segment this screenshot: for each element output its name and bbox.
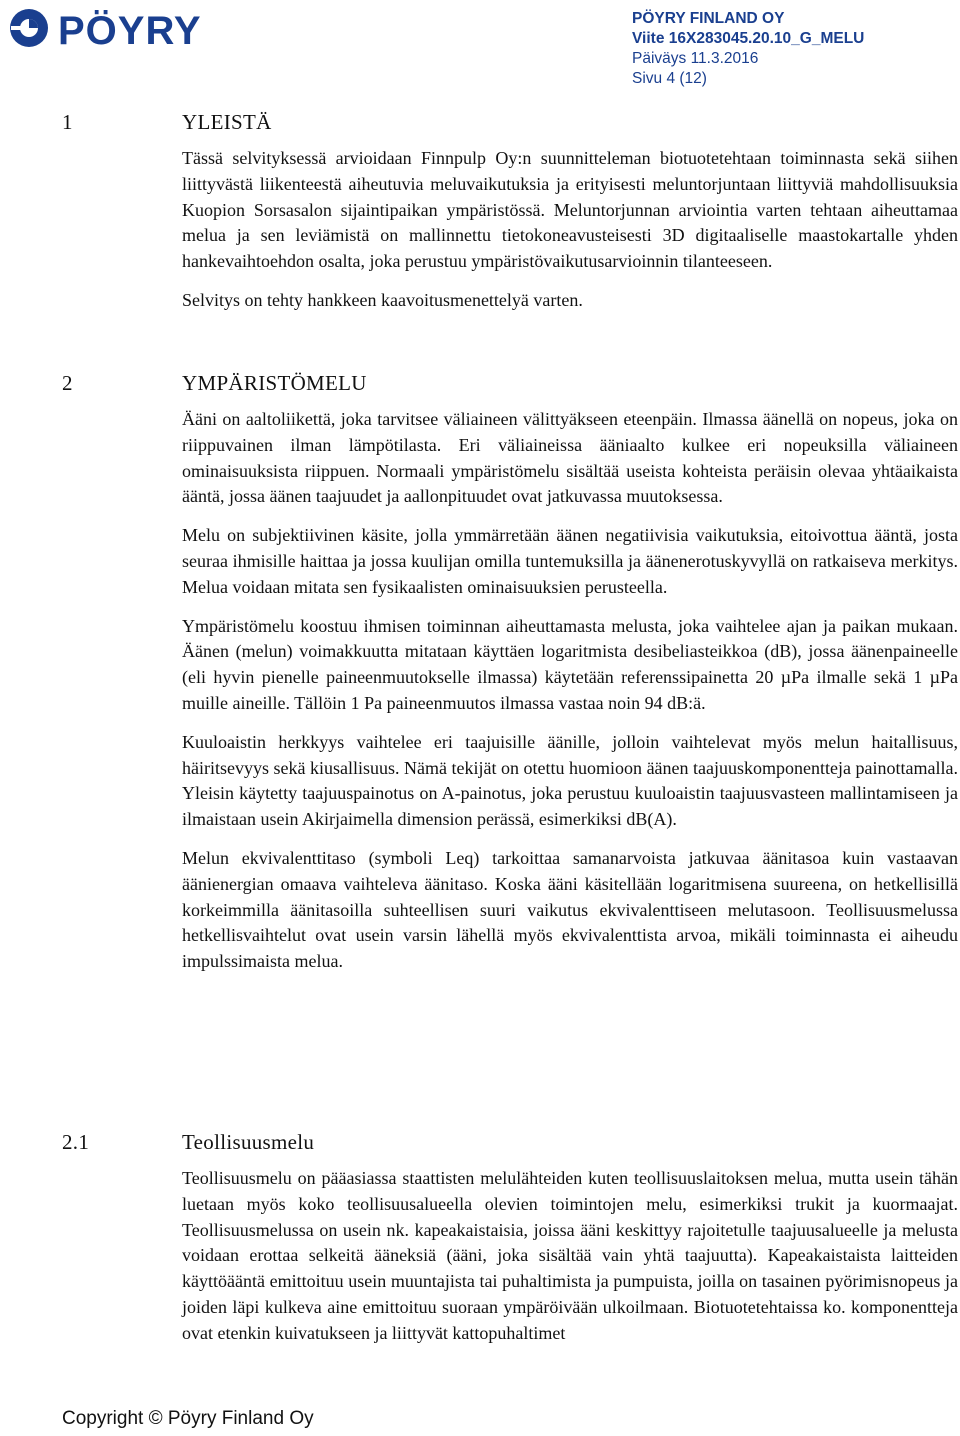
section-number: 2 [62,371,73,395]
page-number: Sivu 4 (12) [632,70,707,87]
section-number: 1 [62,110,73,134]
paragraph: Ympäristömelu koostuu ihmisen toiminnan aiheuttamasta melusta, joka vaihtelee ajan ja paikan mukaan. Äänen (melun) voimakkuutta mitataan käyttäen logaritmista desibeliasteikkoa (dB), jossa äänenpaineelle (eli hyvin pienelle paineenmuutokselle ilmassa) käytetään referenssipainetta 20 µPa ilmalle sekä 1 µPa muille aineille. Tällöin 1 Pa paineenmuutos ilmassa vastaa noin 94 dB:ä. [182,615,958,713]
company-name: PÖYRY FINLAND OY [632,10,785,27]
section-body-2 [182,407,958,988]
paragraph: Melun ekvivalenttitaso (symboli Leq) tarkoittaa samanarvoista jatkuvaa äänitasoa kuin vastaavan äänienergian omaava vaihteleva äänitaso. Koska ääni käsitellään logaritmisena suureena, on hetkellisillä korkeimmilla äänitasoilla suhteellisen suuri vaikutus ekvivalenttiseen melutasoon. Teollisuusmelussa hetkellisvaihtelut ovat usein varsin lähellä myös ekvivalenttista arvoa, mikäli toiminnasta ei aiheudu impulssimaista melua. [182,847,958,972]
paragraph: Ääni on aaltoliikettä, joka tarvitsee väliaineen välittyäkseen eteenpäin. Ilmassa äänellä on nopeus, joka on riippuvainen ilman lämpötilasta. Eri väliaineissa ääniaalto kulkee eri nopeuksilla väliaineen ominaisuuksista riippuen. Normaali ympäristömelu sisältää useista kohteista peräisin olevaa yhtäaikaista ääntä, jossa äänen taajuudet ja aallonpituudet ovat jatkuvassa muutoksessa. [182,409,958,507]
section-title: YLEISTÄ [182,110,272,134]
logo-text: PÖYRY [58,9,202,52]
section-title: YMPÄRISTÖMELU [182,371,367,395]
paragraph: Selvitys on tehty hankkeen kaavoitusmenettelyä varten. [182,289,583,310]
reference-number: Viite 16X283045.20.10_G_MELU [632,30,865,47]
poyry-logo [6,4,256,52]
section-number: 2.1 [62,1130,90,1154]
paragraph: Melu on subjektiivinen käsite, jolla ymmärretään äänen negatiivisia vaikutuksia, eitoivottua ääntä, josta seuraa ihmisille haittaa ja jossa kuulijan omilla tuntemuksilla ja äänenerotuskyvyllä on ratkaiseva merkitys. Melua voidaan mitata sen fysikaalisten ominaisuuksien perusteella. [182,525,958,597]
paragraph: Teollisuusmelu on pääasiassa staattisten melulähteiden kuten teollisuuslaitoksen melua, mutta usein tähän luetaan myös koko teollisuusalueella olevien toimintojen melu, esimerkiksi trukit ja kuormaajat. Teollisuusmelussa on usein nk. kapeakaistaisia, joissa ääni keskittyy rajoitetulle taajuusalueelle ja melusta voidaan erottaa selkeitä ääneksiä (ääni, joka sisältää vain yhtä taajuutta). Kapeakaistaista laitteiden käyttöääntä emittoituu usein muuntajista tai puhaltimista ja pumpuista, joilla on tasainen pyörimisnopeus ja joiden läpi kulkeva aine emittoituu suoraan ympäröivään ulkoilmaan. Biotuotetehtaissa ko. komponentteja ovat etenkin kuivatukseen ja liittyvät kattopuhaltimet [182,1168,958,1343]
section-body-2-1 [182,1166,958,1360]
document-header-info [632,9,864,89]
section-body-1 [182,146,958,327]
document-date: Päiväys 11.3.2016 [632,50,759,67]
footer-copyright: Copyright © Pöyry Finland Oy [62,1408,314,1429]
paragraph: Tässä selvityksessä arvioidaan Finnpulp Oy:n suunnitteleman biotuotetehtaan toiminnasta sekä siihen liittyvästä liikenteestä aiheutuvia meluvaikutuksia ja erityisesti meluntorjuntaan liittyviä mahdollisuuksia Kuopion Sorsasalon sijaintipaikan ympäristössä. Meluntorjunnan arviointia varten tehtaan aiheuttamaa melua ja sen leviämistä on mallinnettu tietokoneavusteisesti 3D digitaaliselle maastokartalle yhden hankevaihtoehdon osalta, joka perustuu ympäristövaikutusarvioinnin tilanteeseen. [182,148,958,272]
paragraph: Kuuloaistin herkkyys vaihtelee eri taajuisille äänille, jolloin vaihtelevat myös melun haitallisuus, häiritsevyys sekä kiusallisuus. Nämä tekijät on otettu huomioon äänen taajuuskomponentteja painottamalla. Yleisin käytetty taajuuspainotus on A-painotus, joka perustuu kuuloaistin taajuusvasteen mallintamiseen ja ilmaistaan usein Akirjaimella dimension perässä, esimerkiksi dB(A). [182,731,958,830]
section-title: Teollisuusmelu [182,1130,315,1154]
